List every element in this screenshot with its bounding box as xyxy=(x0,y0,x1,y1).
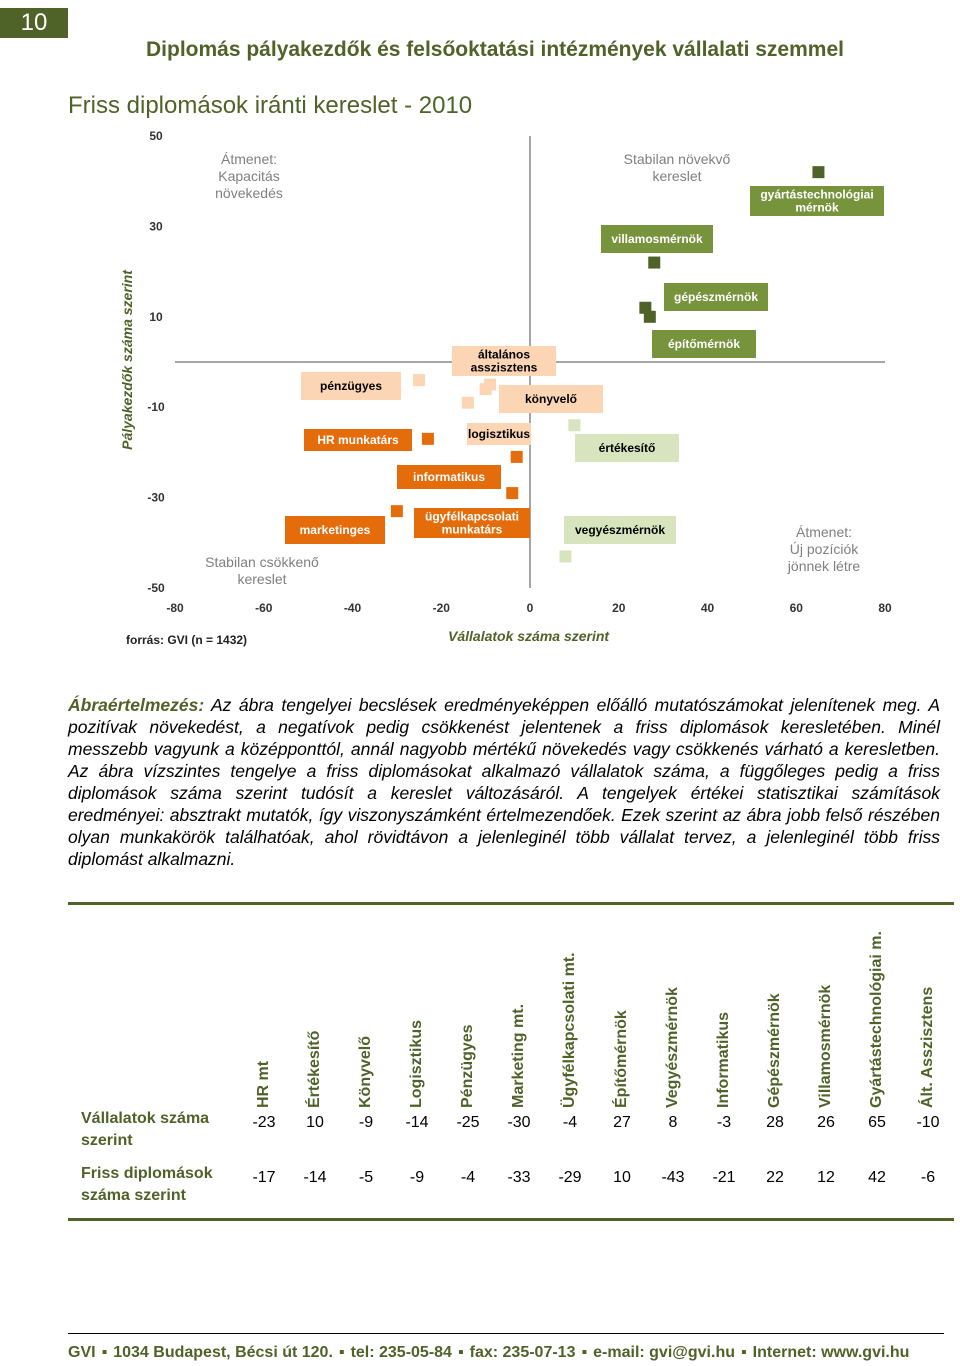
x-tick-label: 60 xyxy=(789,601,803,615)
point-label: ügyfélkapcsolati munkatárs xyxy=(424,509,520,537)
chart-title: Friss diplomások iránti kereslet - 2010 xyxy=(68,92,473,119)
point-label: marketinges xyxy=(299,523,371,537)
page-number: 10 xyxy=(0,8,68,38)
point-label: értékesítő xyxy=(598,441,656,455)
table-cell: 28 xyxy=(766,1114,784,1131)
footer-item: fax: 235-07-13 xyxy=(469,1344,576,1361)
x-tick-label: 20 xyxy=(612,601,626,615)
data-point xyxy=(568,419,580,431)
footer-item: Internet: www.gvi.hu xyxy=(752,1344,910,1361)
point-label: informatikus xyxy=(412,470,486,484)
table-cell: 10 xyxy=(306,1114,324,1131)
table-cell: -14 xyxy=(303,1169,327,1186)
table-cell: -9 xyxy=(358,1114,374,1131)
table-cell: -6 xyxy=(920,1169,936,1186)
table-column-header: Építőmérnök xyxy=(613,1010,630,1108)
point-label: villamosmérnök xyxy=(611,232,703,246)
table-column-header: Logisztikus xyxy=(408,1019,425,1108)
footer-separator: ▪ xyxy=(740,1344,747,1361)
table-column-header: Gyártástechnológiai m. xyxy=(868,931,885,1108)
table-cell: -5 xyxy=(358,1169,374,1186)
table-cell: 26 xyxy=(817,1114,835,1131)
table-column-header: Marketing mt. xyxy=(510,1003,527,1108)
table-column-header: Ált. Asszisztens xyxy=(919,986,936,1108)
footer-separator: ▪ xyxy=(338,1344,345,1361)
x-tick-label: 80 xyxy=(878,601,892,615)
x-tick-label: -20 xyxy=(432,601,450,615)
x-tick-label: 40 xyxy=(700,601,715,615)
table-cell: -14 xyxy=(405,1114,429,1131)
table-cell: 65 xyxy=(868,1114,886,1131)
table-cell: -21 xyxy=(712,1169,736,1186)
chart-source: forrás: GVI (n = 1432) xyxy=(126,633,248,647)
table-cell: -9 xyxy=(409,1169,425,1186)
data-point xyxy=(812,166,824,178)
data-point xyxy=(511,451,523,463)
table-cell: 22 xyxy=(766,1169,784,1186)
point-label: általános asszisztens xyxy=(470,347,538,375)
y-tick-label: 50 xyxy=(149,129,163,143)
table-cell: -43 xyxy=(661,1169,685,1186)
footer-item: tel: 235-05-84 xyxy=(350,1344,452,1361)
footer-separator: ▪ xyxy=(101,1344,108,1361)
y-tick-label: -10 xyxy=(147,400,165,415)
table-cell: 27 xyxy=(613,1114,631,1131)
table-cell: -4 xyxy=(562,1114,578,1131)
explanation-lead: Ábraértelmezés: xyxy=(68,695,205,715)
quadrant-label: Átmenet: Új pozíciók jönnek létre xyxy=(787,524,861,574)
table-column-header: Gépészmérnök xyxy=(766,993,783,1108)
data-point xyxy=(560,550,572,562)
table-cell: 8 xyxy=(668,1114,678,1131)
table-cell: 10 xyxy=(613,1169,631,1186)
data-point xyxy=(639,302,651,314)
point-label: logisztikus xyxy=(467,427,531,441)
data-point xyxy=(480,383,492,395)
table-cell: -4 xyxy=(460,1169,476,1186)
y-axis-title: Pályakezdők száma szerint xyxy=(119,270,135,450)
data-point xyxy=(391,505,403,517)
point-label: HR munkatárs xyxy=(317,433,399,447)
footer-item: e-mail: gvi@gvi.hu xyxy=(593,1344,735,1361)
y-tick-label: 10 xyxy=(149,309,163,324)
table-cell: 12 xyxy=(817,1169,835,1186)
table-column-header: Értékesítő xyxy=(306,1030,323,1108)
table-column-header: Könyvelő xyxy=(357,1035,374,1108)
table-cell: -25 xyxy=(456,1114,480,1131)
header-title: Diplomás pályakezdők és felsőoktatási intézmények vállalati szemmel xyxy=(146,38,844,61)
table-row-label: Friss diplomások száma szerint xyxy=(81,1165,213,1204)
table-cell: 42 xyxy=(868,1169,886,1186)
y-tick-label: -50 xyxy=(147,581,165,595)
point-label: építőmérnök xyxy=(667,337,741,351)
chart-explanation xyxy=(68,694,940,870)
footer-rule xyxy=(68,1333,944,1334)
table-cell: -33 xyxy=(507,1169,531,1186)
table-top-rule xyxy=(68,902,954,905)
data-point xyxy=(422,433,434,445)
table-column-header: Villamosmérnök xyxy=(817,984,834,1108)
table-cell: -23 xyxy=(252,1114,276,1131)
footer-separator: ▪ xyxy=(581,1344,588,1361)
table-bottom-rule xyxy=(68,1218,954,1221)
x-tick-label: -60 xyxy=(255,601,273,615)
data-point xyxy=(413,374,425,386)
point-label: gyártástechnológiai mérnök xyxy=(760,187,874,215)
point-label: könyvelő xyxy=(524,392,578,406)
y-tick-label: -30 xyxy=(147,490,165,505)
quadrant-label: Stabilan csökkenő kereslet xyxy=(205,554,319,587)
explanation-text: Az ábra tengelyei becslések eredményeképpen előálló mutatószámokat jelenítenek meg. A pozitívak növekedést, a negatívok pedig csökkenést jelentenek a friss diplomások keresletében. Minél messzebb vagyunk a középponttól, annál nagyobb mértékű növekedés vagy csökkenés várható a keresletben. Az ábra vízszintes tengelye a friss diplomásokat alkalmazó vállalatok száma, a függőleges pedig a friss diplomások száma szerint tudósít a kereslet változásáról. A tengelyek értékei statisztikai számítások eredményei: absztrakt mutatók, így viszonyszámként értelmezendőek. Ezek szerint az ábra jobb felső részében olyan munkakörök találhatóak, ahol rövidtávon a jelenleginél több vállalat tervez, a jelenleginél több friss diplomást alkalmazni. xyxy=(68,695,940,869)
x-tick-label: -40 xyxy=(343,601,362,615)
table-column-header: Vegyészmérnök xyxy=(664,987,681,1108)
x-tick-label: -80 xyxy=(166,601,184,615)
footer-item: 1034 Budapest, Bécsi út 120. xyxy=(113,1344,333,1361)
table-row-label: Vállalatok száma szerint xyxy=(81,1110,210,1149)
table-cell: -17 xyxy=(252,1169,276,1186)
x-tick-label: 0 xyxy=(526,601,534,615)
footer xyxy=(68,1344,944,1362)
table-column-header: HR mt xyxy=(255,1060,272,1108)
table-cell: -29 xyxy=(558,1169,582,1186)
point-label: pénzügyes xyxy=(319,379,383,393)
table-column-header: Informatikus xyxy=(715,1011,732,1108)
data-point xyxy=(648,257,660,269)
footer-separator: ▪ xyxy=(457,1344,464,1361)
table-cell: -10 xyxy=(916,1114,940,1131)
point-label: gépészmérnök xyxy=(673,290,759,304)
quadrant-label: Átmenet: Kapacitás növekedés xyxy=(215,151,283,201)
table-cell: -3 xyxy=(716,1114,732,1131)
table-cell: -30 xyxy=(507,1114,531,1131)
data-point xyxy=(462,397,474,409)
table-column-header: Ügyfélkapcsolati mt. xyxy=(561,952,578,1108)
point-label: vegyészmérnök xyxy=(574,523,666,537)
x-axis-title: Vállalatok száma szerint xyxy=(448,628,610,644)
quadrant-label: Stabilan növekvő kereslet xyxy=(623,151,731,184)
footer-item: GVI xyxy=(68,1344,96,1361)
y-tick-label: 30 xyxy=(149,219,163,234)
scatter-chart xyxy=(0,120,960,625)
data-point xyxy=(506,487,518,499)
table-column-header: Pénzügyes xyxy=(459,1024,476,1108)
